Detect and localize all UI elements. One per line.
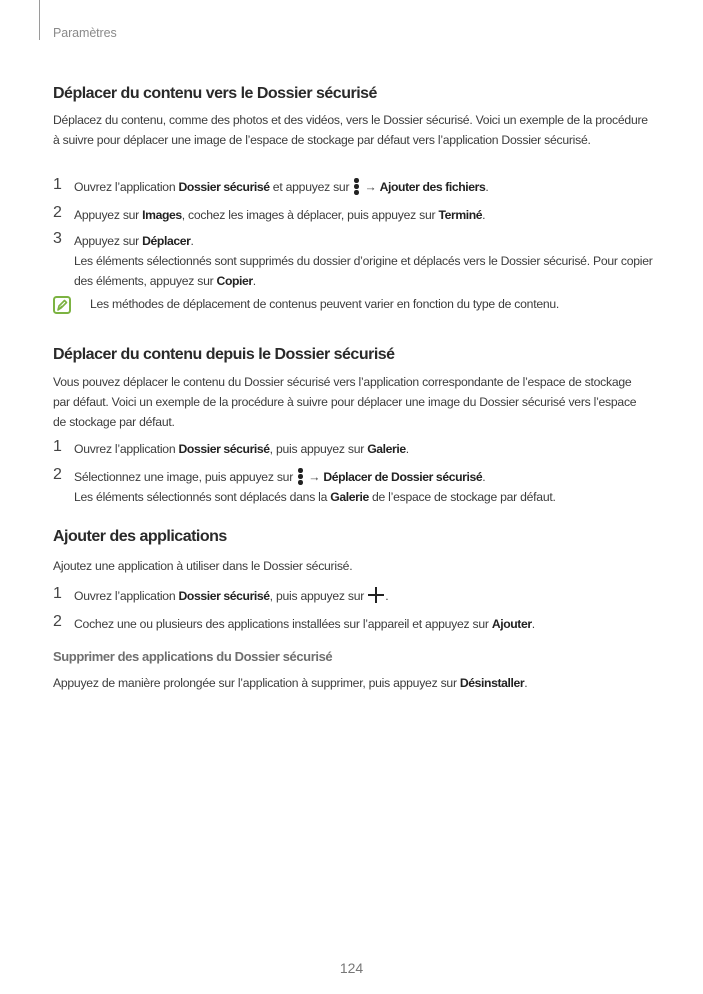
section3-step-2: 2 Cochez une ou plusieurs des applications installées sur l’appareil et appuyez sur Ajouter. [53, 613, 535, 631]
ui-term-add: Ajouter [491, 617, 532, 631]
note-text: Les méthodes de déplacement de contenus peuvent varier en fonction du type de contenu. [90, 297, 560, 311]
step-number: 2 [53, 204, 62, 221]
more-options-icon [353, 178, 359, 194]
section1-step-2: 2 Appuyez sur Images, cochez les images à déplacer, puis appuyez sur Terminé. [53, 204, 486, 222]
header-rule [39, 0, 40, 40]
step-number: 2 [53, 613, 62, 630]
section3-intro: Ajoutez une application à utiliser dans le Dossier sécurisé. [53, 559, 353, 573]
section1-intro: Déplacez du contenu, comme des photos et des vidéos, vers le Dossier sécurisé. Voici un exemple de la procédure à suivre pour déplacer une image de l’espace de stockage par défaut vers l’application Dossier sécurisé. [53, 113, 648, 147]
ui-term-gallery: Galerie [330, 490, 369, 504]
page-number: 124 [339, 960, 364, 976]
section-heading-move-to-secure-folder: Déplacer du contenu vers le Dossier sécurisé [53, 85, 377, 102]
step-number: 3 [53, 230, 62, 247]
section2-step-2: 2 Sélectionnez une image, puis appuyez sur → Déplacer de Dossier sécurisé. Les éléments sélectionnés sont déplacés dans la Galerie de l’espace de stockage par défaut. [53, 466, 556, 504]
ui-term-gallery: Galerie [367, 442, 406, 456]
ui-term-move-from-secure-folder: Déplacer de Dossier sécurisé [323, 470, 483, 484]
ui-term-secure-folder: Dossier sécurisé [178, 442, 270, 456]
section1-step-1: 1 Ouvrez l’application Dossier sécurisé et appuyez sur → Ajouter des fichiers. [53, 176, 489, 194]
section2-intro: Vous pouvez déplacer le contenu du Dossier sécurisé vers l’application correspondante de l’espace de stockage par défaut. Voici un exemple de la procédure à suivre pour déplacer une image du Dossier sécurisé vers l’espace de stockage par défaut. [53, 375, 637, 429]
ui-term-secure-folder: Dossier sécurisé [178, 180, 270, 194]
section1-step-3: 3 Appuyez sur Déplacer. Les éléments sélectionnés sont supprimés du dossier d’origine et déplacés vers le Dossier sécurisé. Pour copier des éléments, appuyez sur Copier. [53, 230, 653, 288]
arrow: → [361, 180, 380, 194]
step-number: 1 [53, 176, 62, 193]
ui-term-add-files: Ajouter des fichiers [379, 180, 486, 194]
ui-term-images: Images [142, 208, 182, 222]
step-number: 1 [53, 585, 62, 602]
note-icon [53, 296, 71, 314]
section3-step-1: 1 Ouvrez l’application Dossier sécurisé, puis appuyez sur . [53, 585, 389, 603]
ui-term-uninstall: Désinstaller [459, 676, 525, 690]
plus-icon [368, 587, 384, 603]
section2-step-1: 1 Ouvrez l’application Dossier sécurisé, puis appuyez sur Galerie. [53, 438, 409, 456]
ui-term-move: Déplacer [142, 234, 191, 248]
subsection-body: Appuyez de manière prolongée sur l’application à supprimer, puis appuyez sur Désinstaller. [53, 676, 528, 690]
step-number: 2 [53, 466, 62, 483]
ui-term-done: Terminé [438, 208, 483, 222]
arrow: → [305, 470, 324, 484]
subsection-heading-remove-apps: Supprimer des applications du Dossier sécurisé [53, 649, 333, 664]
running-header: Paramètres [53, 26, 117, 40]
ui-term-copy: Copier [216, 274, 253, 288]
section-heading-move-from-secure-folder: Déplacer du contenu depuis le Dossier sécurisé [53, 346, 395, 363]
step-number: 1 [53, 438, 62, 455]
section-heading-add-apps: Ajouter des applications [53, 528, 227, 545]
ui-term-secure-folder: Dossier sécurisé [178, 589, 270, 603]
more-options-icon [297, 468, 303, 484]
